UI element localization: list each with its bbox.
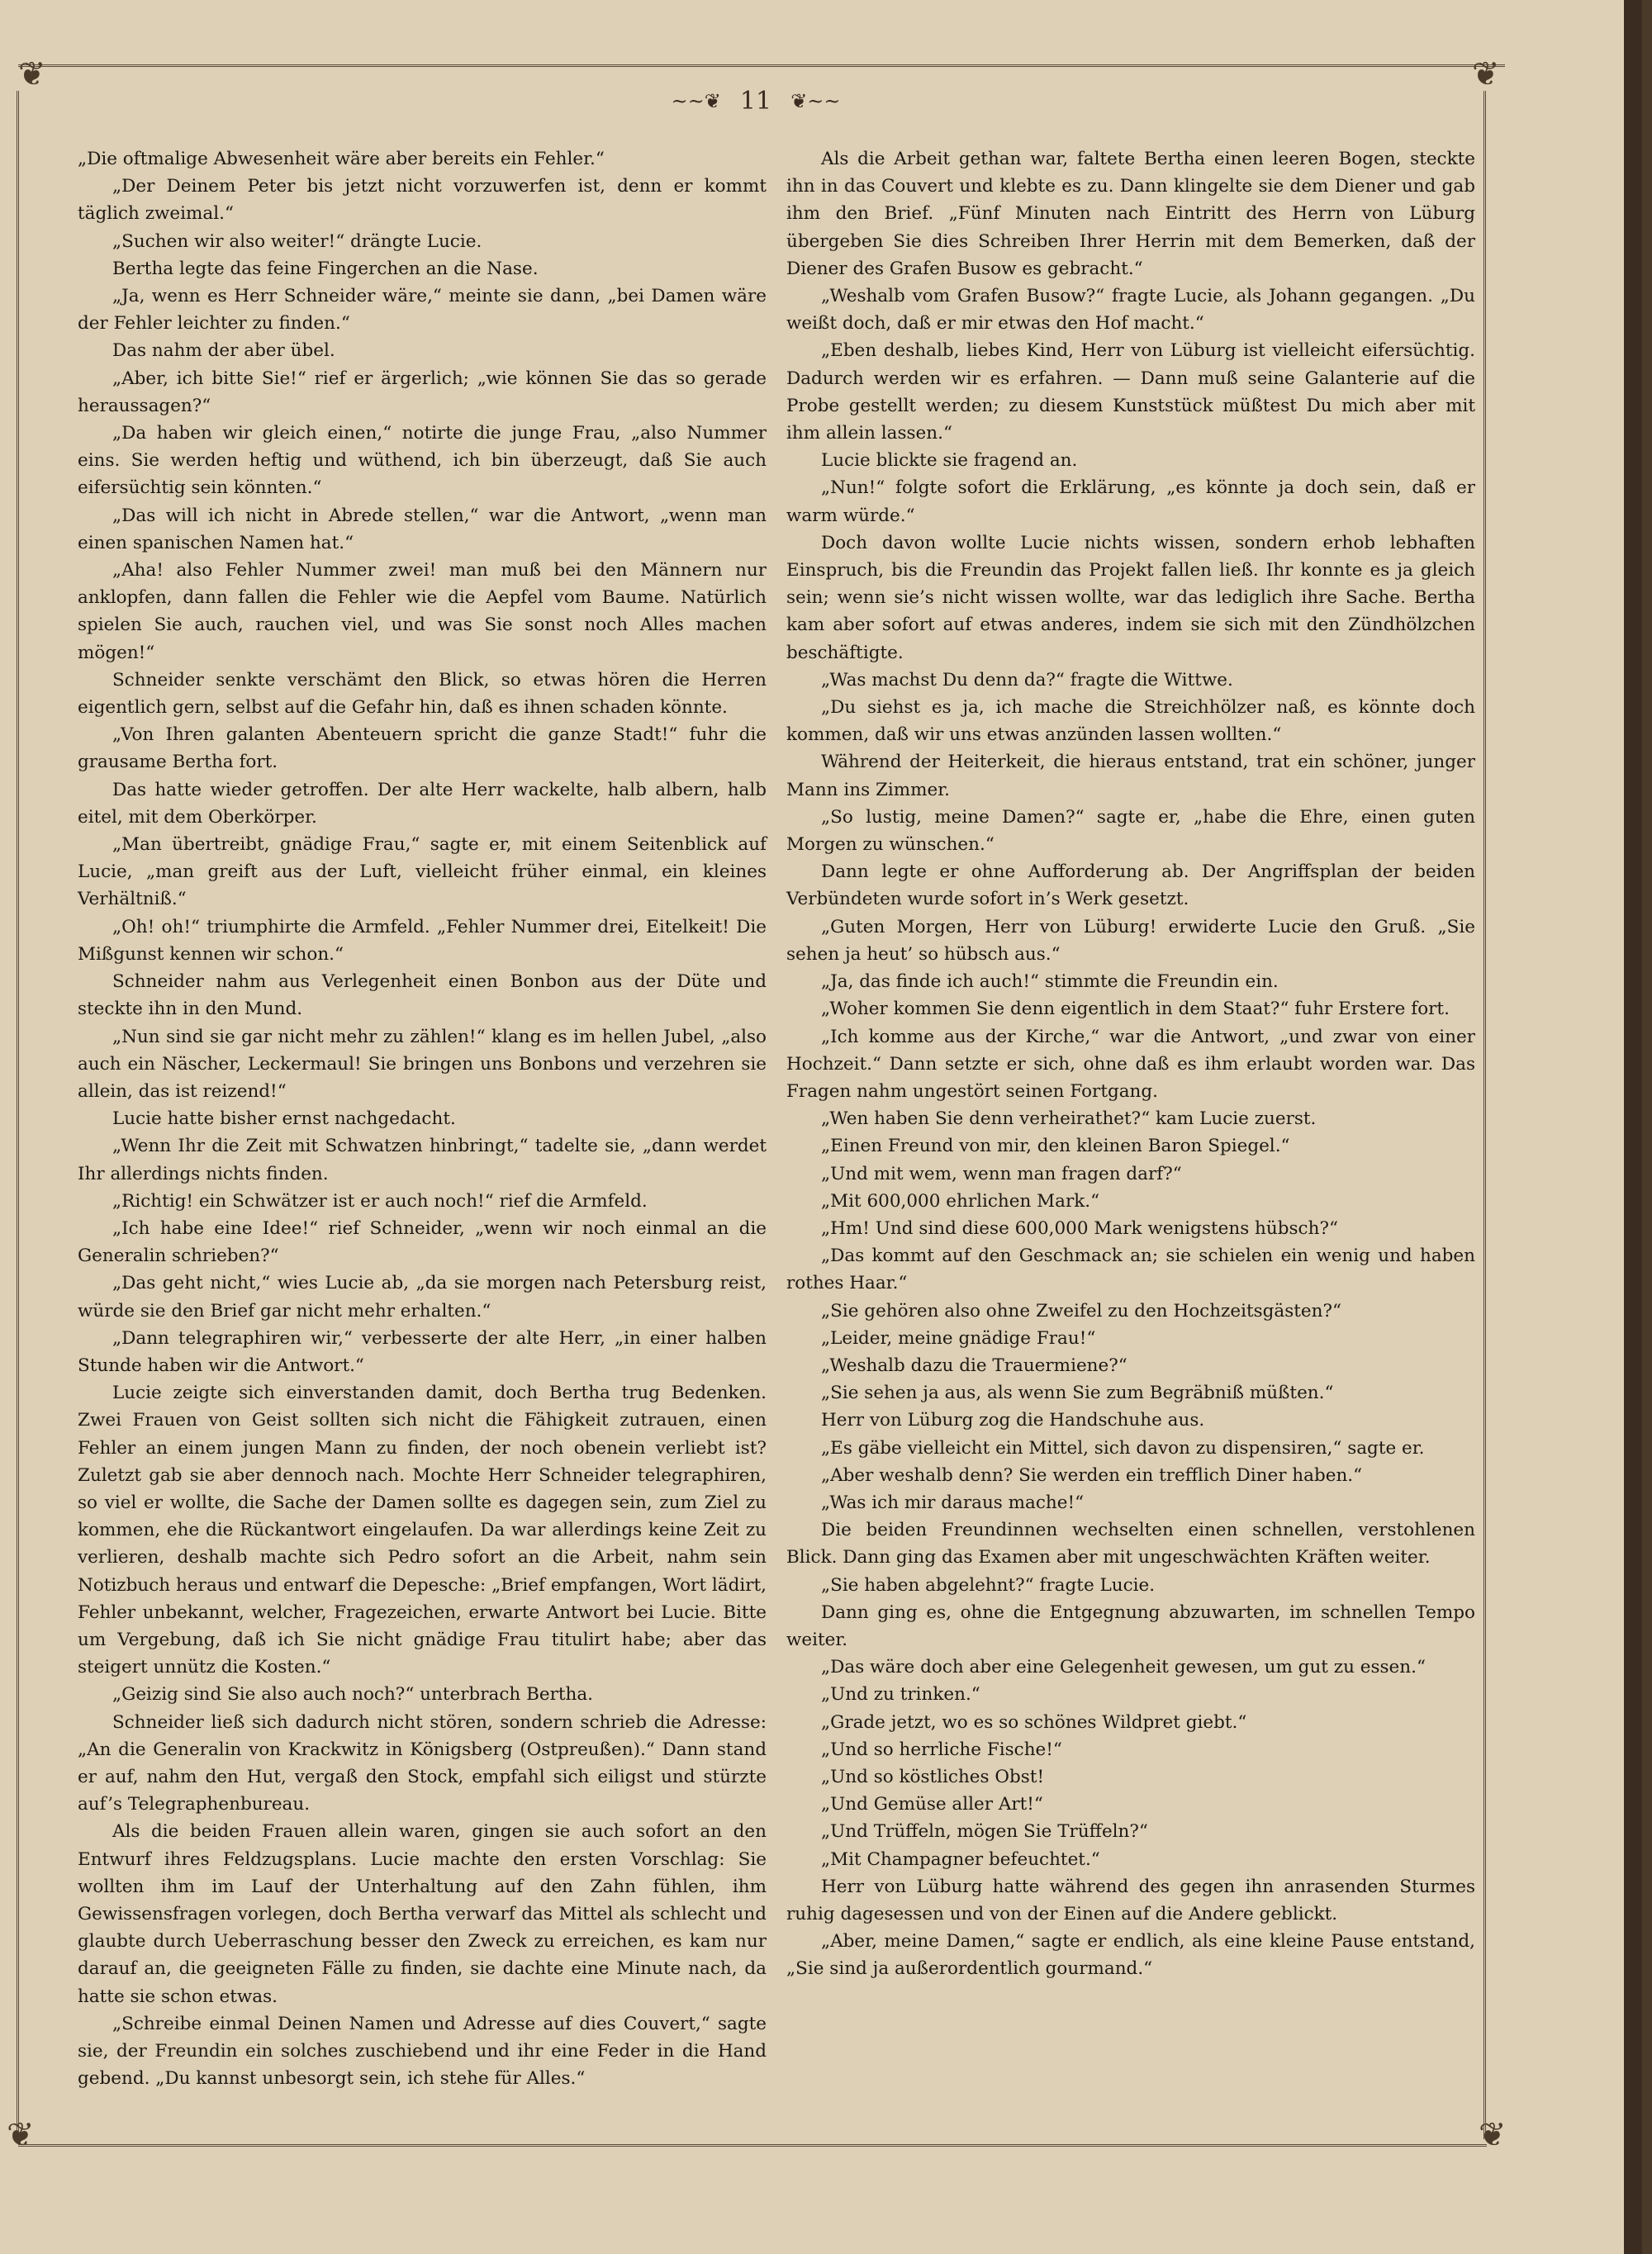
paragraph: Herr von Lüburg zog die Handschuhe aus. (821, 1410, 1205, 1431)
paragraph: „Weshalb dazu die Trauermiene?“ (821, 1355, 1127, 1376)
corner-ornament-icon: ❦ (1472, 55, 1500, 93)
paragraph: „Ich komme aus der Kirche,“ war die Antwort, „und zwar von einer Hochzeit.“ Dann setzte er sich, ohne daß es ihm erlaubt worden war. Das Fragen nahm ungestört seinen Fortgang. (786, 1026, 1475, 1102)
paragraph: „Du siehst es ja, ich mache die Streichhölzer naß, es könnte doch kommen, daß wir uns etwas anzünden lassen wollten.“ (786, 697, 1475, 746)
paragraph: „Guten Morgen, Herr von Lüburg! erwiderte Lucie den Gruß. „Sie sehen ja heut’ so hübsch aus.“ (786, 916, 1475, 965)
paragraph: Als die beiden Frauen allein waren, gingen sie auch sofort an den Entwurf ihres Feldzugsplans. Lucie machte den ersten Vorschlag: Sie wollten ihm im Lauf der Unterhaltung auf den Zahn fühlen, ihm Gewissensfragen vorlegen, doch Bertha verwarf das Mittel als schlecht und glaubte durch Ueberraschung besser den Zweck zu erreichen, es kam nur darauf an, die geeigneten Fälle zu finden, sie dachte eine Minute nach, da hatte sie schon etwas. (78, 1821, 767, 2007)
paragraph: „Oh! oh!“ triumphirte die Armfeld. „Fehler Nummer drei, Eitelkeit! Die Mißgunst kennen wir schon.“ (78, 916, 767, 965)
paragraph: „Von Ihren galanten Abenteuern spricht die ganze Stadt!“ fuhr die grausame Bertha fort. (78, 724, 767, 773)
paragraph: Doch davon wollte Lucie nichts wissen, sondern erhob lebhaften Einspruch, bis die Freundin das Projekt fallen ließ. Ihr konnte es ja gleich sein; wenn sie’s nicht wissen wollte, war das lediglich ihre Sache. Bertha kam aber sofort auf etwas anderes, indem sie sich mit den Zündhölzchen beschäftigte. (786, 532, 1475, 663)
paragraph: „Leider, meine gnädige Frau!“ (821, 1327, 1096, 1349)
paragraph: Das nahm der aber übel. (112, 340, 335, 362)
paragraph: „So lustig, meine Damen?“ sagte er, „habe die Ehre, einen guten Morgen zu wünschen.“ (786, 806, 1475, 856)
paragraph: „Da haben wir gleich einen,“ notirte die junge Frau, „also Nummer eins. Sie werden heftig und wüthend, ich bin überzeugt, daß Sie auch eifersüchtig sein könnten.“ (78, 423, 767, 499)
paragraph: „Das geht nicht,“ wies Lucie ab, „da sie morgen nach Petersburg reist, würde sie den Brief gar nicht mehr erhalten.“ (78, 1273, 767, 1322)
paragraph: „Wen haben Sie denn verheirathet?“ kam Lucie zuerst. (821, 1108, 1317, 1130)
paragraph: „Suchen wir also weiter!“ drängte Lucie. (112, 230, 482, 252)
paragraph: „Weshalb vom Grafen Busow?“ fragte Lucie, als Johann gegangen. „Du weißt doch, daß er mir etwas den Hof macht.“ (786, 286, 1475, 335)
paragraph: „Hm! Und sind diese 600,000 Mark wenigstens hübsch?“ (821, 1217, 1338, 1239)
paragraph: Lucie hatte bisher ernst nachgedacht. (112, 1108, 456, 1130)
paragraph: „Mit 600,000 ehrlichen Mark.“ (821, 1190, 1100, 1212)
paragraph: Dann legte er ohne Aufforderung ab. Der Angriffsplan der beiden Verbündeten wurde sofort in’s Werk gesetzt. (786, 861, 1475, 910)
paragraph: „Dann telegraphiren wir,“ verbesserte der alte Herr, „in einer halben Stunde haben wir die Antwort.“ (78, 1327, 767, 1376)
paragraph: „Aber, ich bitte Sie!“ rief er ärgerlich; „wie können Sie das so gerade heraussagen?“ (78, 368, 767, 416)
paragraph: Dann ging es, ohne die Entgegnung abzuwarten, im schnellen Tempo weiter. (786, 1602, 1475, 1650)
paragraph: „Aha! also Fehler Nummer zwei! man muß bei den Männern nur anklopfen, dann fallen die Fehler wie die Aepfel vom Baume. Natürlich spielen Sie auch, rauchen viel, und was Sie sonst noch Alles machen mögen!“ (78, 560, 767, 663)
paragraph: „Schreibe einmal Deinen Namen und Adresse auf dies Couvert,“ sagte sie, der Freundin ein solches zuschiebend und ihr eine Feder in die Hand gebend. „Du kannst unbesorgt sein, ich stehe für Alles.“ (78, 2013, 767, 2090)
left-border-rule (17, 91, 24, 2139)
paragraph: „Der Deinem Peter bis jetzt nicht vorzuwerfen ist, denn er kommt täglich zweimal.“ (78, 176, 767, 225)
paragraph: „Grade jetzt, wo es so schönes Wildpret giebt.“ (821, 1711, 1247, 1733)
page-number: 11 (739, 87, 772, 116)
paragraph: „Es gäbe vielleicht ein Mittel, sich davon zu dispensiren,“ sagte er. (821, 1437, 1425, 1459)
paragraph: Schneider senkte verschämt den Blick, so etwas hören die Herren eigentlich gern, selbst auf die Gefahr hin, daß es ihnen schaden könnte. (78, 669, 767, 719)
paragraph: „Und so herrliche Fische!“ (821, 1739, 1062, 1760)
right-border-rule (1483, 91, 1491, 2139)
paragraph: „Was machst Du denn da?“ fragte die Wittwe. (821, 669, 1233, 690)
corner-ornament-icon: ❦ (1479, 2116, 1507, 2154)
paragraph: „Was ich mir daraus mache!“ (821, 1492, 1085, 1513)
paragraph: Schneider ließ sich dadurch nicht stören, sondern schrieb die Adresse: „An die Generalin von Krackwitz in Königsberg (Ostpreußen).“ Dann stand er auf, nahm den Hut, vergaß den Stock, empfahl sich eiligst und stürzte auf’s Telegraphenbureau. (78, 1711, 767, 1815)
paragraph: „Man übertreibt, gnädige Frau,“ sagte er, mit einem Seitenblick auf Lucie, „man greift aus der Luft, vielleicht früher einmal, ein kleines Verhältniß.“ (78, 834, 767, 910)
paragraph: „Eben deshalb, liebes Kind, Herr von Lüburg ist vielleicht eifersüchtig. Dadurch werden wir es erfahren. — Dann muß seine Galanterie auf die Probe gestellt werden; zu diesem Kunststück müßtest Du mich aber mit ihm allein lassen.“ (786, 340, 1475, 444)
paragraph: „Geizig sind Sie also auch noch?“ unterbrach Bertha. (112, 1684, 594, 1706)
paragraph: „Das will ich nicht in Abrede stellen,“ war die Antwort, „wenn man einen spanischen Namen hat.“ (78, 505, 767, 553)
paragraph: „Und Trüffeln, mögen Sie Trüffeln?“ (821, 1821, 1148, 1843)
paragraph: „Aber, meine Damen,“ sagte er endlich, als eine kleine Pause entstand, „Sie sind ja außerordentlich gourmand.“ (786, 1931, 1475, 1980)
paragraph: „Richtig! ein Schwätzer ist er auch noch!“ rief die Armfeld. (112, 1190, 648, 1212)
paragraph: „Und Gemüse aller Art!“ (821, 1794, 1043, 1815)
paragraph: „Nun sind sie gar nicht mehr zu zählen!“ klang es im hellen Jubel, „also auch ein Näscher, Leckermaul! Sie bringen uns Bonbons und verzehren sie allein, das ist reizend!“ (78, 1026, 767, 1102)
paragraph: „Mit Champagner befeuchtet.“ (821, 1848, 1100, 1870)
paragraph: „Sie haben abgelehnt?“ fragte Lucie. (821, 1574, 1156, 1596)
paragraph: „Das kommt auf den Geschmack an; sie schielen ein wenig und haben rothes Haar.“ (786, 1246, 1475, 1294)
paragraph: Während der Heiterkeit, die hieraus entstand, trat ein schöner, junger Mann ins Zimmer. (786, 752, 1475, 800)
top-border-rule (18, 64, 1505, 77)
paragraph: „Wenn Ihr die Zeit mit Schwatzen hinbringt,“ tadelte sie, „dann werdet Ihr allerdings nichts finden. (78, 1136, 767, 1184)
paragraph: Schneider nahm aus Verlegenheit einen Bonbon aus der Düte und steckte ihn in den Mund. (78, 971, 767, 1020)
paragraph: Die beiden Freundinnen wechselten einen schnellen, verstohlenen Blick. Dann ging das Examen aber mit ungeschwächten Kräften weiter. (786, 1520, 1475, 1568)
paragraph: „Und zu trinken.“ (821, 1684, 980, 1706)
flourish-right-icon: ❦~~ (790, 89, 841, 113)
paragraph: „Das wäre doch aber eine Gelegenheit gewesen, um gut zu essen.“ (821, 1657, 1426, 1678)
paragraph: Das hatte wieder getroffen. Der alte Herr wackelte, halb albern, halb eitel, mit dem Oberkörper. (78, 779, 767, 828)
page-header (661, 87, 851, 120)
paragraph: „Und so köstliches Obst! (821, 1766, 1045, 1787)
paragraph: „Aber weshalb denn? Sie werden ein trefflich Diner haben.“ (821, 1464, 1363, 1486)
paragraph: Herr von Lüburg hatte während des gegen ihn anrasenden Sturmes ruhig dagesessen und von der Einen auf die Andere geblickt. (786, 1876, 1475, 1924)
paragraph: „Die oftmalige Abwesenheit wäre aber bereits ein Fehler.“ (78, 149, 605, 169)
paragraph: „Einen Freund von mir, den kleinen Baron Spiegel.“ (821, 1136, 1290, 1157)
paragraph: „Nun!“ folgte sofort die Erklärung, „es könnte ja doch sein, daß er warm würde.“ (786, 477, 1475, 526)
paragraph: Lucie zeigte sich einverstanden damit, doch Bertha trug Bedenken. Zwei Frauen von Geist sollten sich nicht die Fähigkeit zutrauen, einen Fehler an einem jungen Mann zu finden, der noch obenein verliebt ist? Zuletzt gab sie aber dennoch nach. Mochte Herr Schneider telegraphiren, so viel er wollte, die Sache der Damen sollte es dagegen sein, zum Ziel zu kommen, ehe die Rückantwort eingelaufen. Da war allerdings keine Zeit zu verlieren, deshalb machte sich Pedro sofort an die Arbeit, nahm sein Notizbuch heraus und entwarf die Depesche: „Brief empfangen, Wort lädirt, Fehler unbekannt, welcher, Fragezeichen, erwarte Antwort bei Lucie. Bitte um Vergebung, daß ich Sie nicht gnädige Frau titulirt habe; aber das steigert unnütz die Kosten.“ (78, 1383, 767, 1678)
corner-ornament-icon: ❦ (18, 55, 46, 93)
paragraph: „Ich habe eine Idee!“ rief Schneider, „wenn wir noch einmal an die Generalin schrieben?“ (78, 1217, 767, 1267)
paragraph: Bertha legte das feine Fingerchen an die Nase. (112, 258, 539, 279)
paragraph: Lucie blickte sie fragend an. (821, 450, 1078, 472)
paragraph: „Sie gehören also ohne Zweifel zu den Hochzeitsgästen?“ (821, 1300, 1341, 1322)
bottom-border-rule (18, 2144, 1487, 2152)
paragraph: „Und mit wem, wenn man fragen darf?“ (821, 1163, 1182, 1184)
paragraph: „Woher kommen Sie denn eigentlich in dem Staat?“ fuhr Erstere fort. (821, 999, 1450, 1020)
book-binding-edge (1624, 0, 1642, 2254)
text-column-left (78, 145, 767, 2092)
paragraph: „Ja, wenn es Herr Schneider wäre,“ meinte sie dann, „bei Damen wäre der Fehler leichter zu finden.“ (78, 286, 767, 335)
corner-ornament-icon: ❦ (7, 2116, 35, 2154)
paragraph: „Sie sehen ja aus, als wenn Sie zum Begräbniß müßten.“ (821, 1383, 1334, 1404)
paragraph: Als die Arbeit gethan war, faltete Bertha einen leeren Bogen, steckte ihn in das Couvert und klebte es zu. Dann klingelte sie dem Diener und gab ihm den Brief. „Fünf Minuten nach Eintritt des Herrn von Lüburg übergeben Sie dies Schreiben Ihrer Herrin mit dem Bemerken, daß der Diener des Grafen Busow es gebracht.“ (786, 149, 1475, 279)
text-column-right (786, 145, 1475, 1983)
paragraph: „Ja, das finde ich auch!“ stimmte die Freundin ein. (821, 971, 1279, 993)
flourish-left-icon: ~~❦ (671, 89, 721, 113)
